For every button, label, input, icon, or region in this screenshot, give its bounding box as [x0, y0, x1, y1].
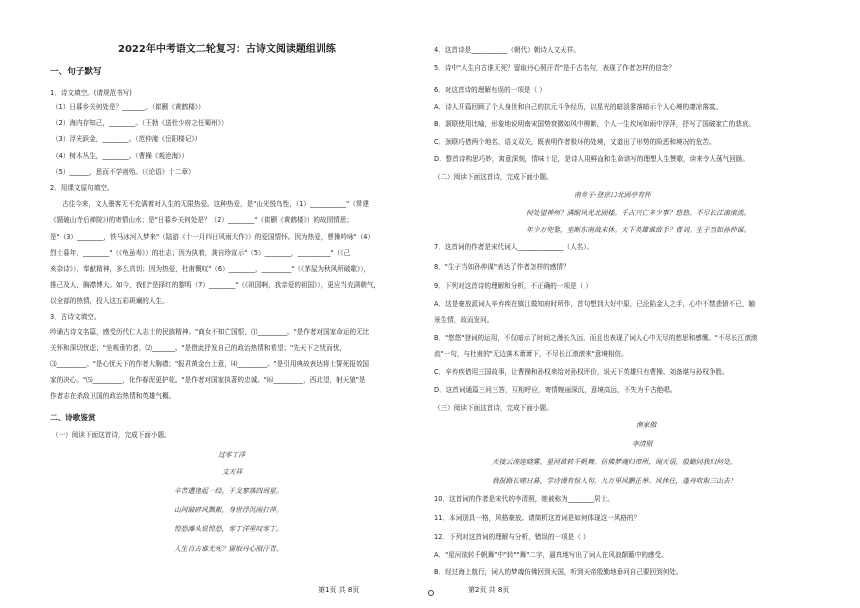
text-line: 《题破山寺后禅院》)的寄情山水；是"日暮乡关何处是？（2）________"（崔颢《黄鹤楼》）的故园情思； [50, 216, 353, 224]
poem-line: 辛苦遭逢起一经，干戈寥落四周星。 [174, 487, 283, 495]
page-footer: 第2页 共 8页 [468, 586, 510, 594]
poem-line: 惶恐滩头说惶恐，零丁洋里叹零丁。 [174, 525, 283, 533]
poem-line: 我报路长嗟日暮，学诗谩有惊人句。九万里风鹏正举。风休住，蓬舟吹取三山去！ [492, 477, 737, 485]
text-line: 烈士暮年，________"（《龟虽寿》）的壮志；因为执着，龚自珍宣示"（5）________，__________"（《己 [50, 249, 351, 257]
text-line: （一）阅读下面这首诗，完成下面小题。 [52, 431, 171, 439]
text-line: D．整首诗构思巧妙，寓意深刻，情味十足，是诗人用鲜血和生命谱写的理想人生赞歌，读来令人荡气回肠。 [434, 155, 749, 163]
text-line: 12．下列对这首词的理解与分析，错误的一项是（ ） [434, 533, 590, 541]
text-line: 古往今来，文人墨客无不充满着对人生的无限热爱。这种热爱，是"山光悦鸟性，（1）___________"（常建 [62, 200, 369, 208]
text-line: 11．本词别具一格，风格豪放。请简析这首词是如何体现这一风格的？ [434, 514, 641, 522]
text-line: （三）阅读下面这首诗，完成下面小题。 [434, 404, 553, 412]
poem-line: 山河破碎风飘絮，身世浮沉雨打萍。 [174, 506, 283, 514]
text-line: A．这是豪放派词人辛弃疾在镇江做知府时所作，首句想到大好中原，已沦陷金人之手，心中不禁悲愤不已，触 [434, 300, 756, 308]
poem-line: 过零丁洋 [218, 451, 246, 459]
text-line: 流"一句，与杜甫的"无边落木萧萧下，不尽长江滚滚来"意境相仿。 [434, 350, 628, 358]
poem-line: 李清照 [632, 440, 653, 448]
page-footer: 第1页 共 8页 [318, 586, 360, 594]
text-line: A．"星河欲转千帆舞"中"转""舞"二字，逼真地写出了词人在风浪颠簸中的感受。 [434, 551, 668, 559]
text-line: C．辛弃疾借用三国故事，让曹操和孙权来给对孙权评价，说天下英雄只有曹操、刘备堪与孙权争胜。 [434, 368, 729, 376]
poem-line: 何处望神州？满眼风光北固楼。千古兴亡多少事？悠悠。不尽长江滚滚流。 [526, 209, 751, 217]
text-line: 8．"生子当如孙仲谋"表达了作者怎样的感情？ [434, 263, 570, 271]
poem-line: 年少万兜鍪，坐断东南战未休。天下英雄谁敌手？曹刘。生子当如孙仲谋。 [526, 226, 751, 234]
poem-line: 天接云涛连晓雾，星河欲转千帆舞。仿佛梦魂归帝所，闻天语，殷勤问我归何处。 [492, 458, 737, 466]
text-line: B．颔联使用比喻，形象地说明南宋国势衰微如风中柳絮，个人一生坎坷如雨中浮萍，抒写了国破家亡的悲哀。 [434, 120, 756, 128]
text-line: 以全部的热情，投入这五彩斑斓的人生。 [50, 297, 169, 305]
section-heading: 二、诗歌鉴赏 [50, 413, 96, 422]
text-line: 4．这首诗是___________（朝代）朝诗人文天祥。 [434, 46, 580, 54]
text-line: ⑶_________。"是心忧天下的作者大胸襟；"报君黄金台上意，⑷_________。"是引用典故表达将士誓死报效国 [50, 360, 370, 368]
text-line: （2）海内存知己，________。（王勃《送杜少府之任蜀州》） [52, 119, 228, 127]
text-line: （1）日暮乡关何处是？_______。（崔颢《黄鹤楼》） [52, 103, 205, 111]
text-line: 1．诗文填空。(请规范书写) [50, 89, 132, 97]
section-heading: 一、句子默写 [50, 67, 102, 77]
text-line: 2．用课文原句填空。 [50, 184, 114, 192]
text-line: 3．古诗文填空。 [50, 313, 101, 321]
text-line: （3）浮光跃金，________。（范仲淹《岳阳楼记》） [52, 135, 202, 143]
poem-line: 文天祥 [222, 468, 243, 476]
poem-line: 渔家傲 [636, 421, 657, 429]
text-line: B．"悠悠"登词的运用，不仅暗示了时间之漫长久远，而且也表现了词人心中无尽的愁思和感慨。"不尽长江滚滚 [434, 334, 758, 342]
text-line: C．颈联巧借两个地名，语义双关，既表明作者极坏的处境，又道出了形势的险恶和境况的危苦。 [434, 138, 716, 146]
text-line: B．经过海上航行，词人的梦魂仿佛回到天国，听到天帝殷勤地垂问自己要回到何处。 [434, 568, 683, 576]
poem-line: 人生自古谁无死？留取丹心照汗青。 [174, 545, 283, 553]
text-line: （4）树木丛生，________。（曹操《观沧海》） [52, 152, 189, 160]
text-line: （5）______，思而不学则殆。（《论语》十二章） [52, 168, 195, 176]
text-line: 推己及人，胸襟博大。如今，我们"是择红的黎明（7）________"（《祖国啊，我亲爱的祖国》），更应当充满朝气， [50, 281, 381, 289]
text-line: 家的决心。"⑸_________，化作春泥更护花。"是作者对国家执著的忠诚。"⑹_________，西北望，射天狼"是 [50, 376, 366, 384]
text-line: （二）阅读下面这首诗，完成下面小题。 [434, 173, 553, 181]
text-line: 亥杂诗》），奉献精神，多么真切；因为热爱，杜甫慨叹"（6）________，_________"（《茅屋为秋风所破歌》）， [50, 265, 371, 273]
text-line: 关怀和深切忧虑；"坐观垂钓者，⑵_______。"是借此抒发自己的政治热情和希望；"先天下之忧而忧， [50, 344, 346, 352]
text-line: 5．诗中"人生自古谁无死？留取丹心照汗青"是千古名句，表现了作者怎样的信念？ [434, 64, 676, 72]
text-line: 作者志在杀敌卫国的政治热情和英雄气概。 [50, 392, 176, 400]
text-line: D．这首词通篇三问三答，互相呼应，寄情婉丽深沉，意境高远，不失为千古绝唱。 [434, 386, 677, 394]
text-line: A．诗人开篇回顾了个人身世和自己的抗元斗争经历，以星光的暗淡寥落暗示个人心境的凄凉落寞。 [434, 103, 723, 111]
text-line: 10．这首词的作者是宋代的李清照，她被称为________居士。 [434, 495, 614, 503]
page-title: 2022年中考语文二轮复习：古诗文阅读题组训练 [118, 44, 336, 55]
text-line: 6．对这首诗的理解有误的一项是（ ） [434, 86, 546, 94]
text-line: 景生情，故而发问。 [434, 316, 494, 324]
text-line: 是"（3）________，铁马冰河入梦来"（陆游《十一月四日风雨大作》）的爱国情怀。因为热爱，曹操吟咏"（4） [50, 233, 375, 241]
text-line: 7．这首词的作者是宋代词人______________（人名）。 [434, 243, 594, 251]
fold-mark-icon [428, 590, 434, 596]
poem-line: 南乡子·登京口北固亭有怀 [574, 191, 651, 199]
text-line: 9．下列对这首诗的理解和分析，不正确的一项是（ ） [434, 282, 592, 290]
text-line: 吟诵古诗文名篇，感受历代仁人志士的民族精神。"商女不知亡国恨，⑴_________。"是作者对国家命运的无比 [50, 328, 370, 336]
